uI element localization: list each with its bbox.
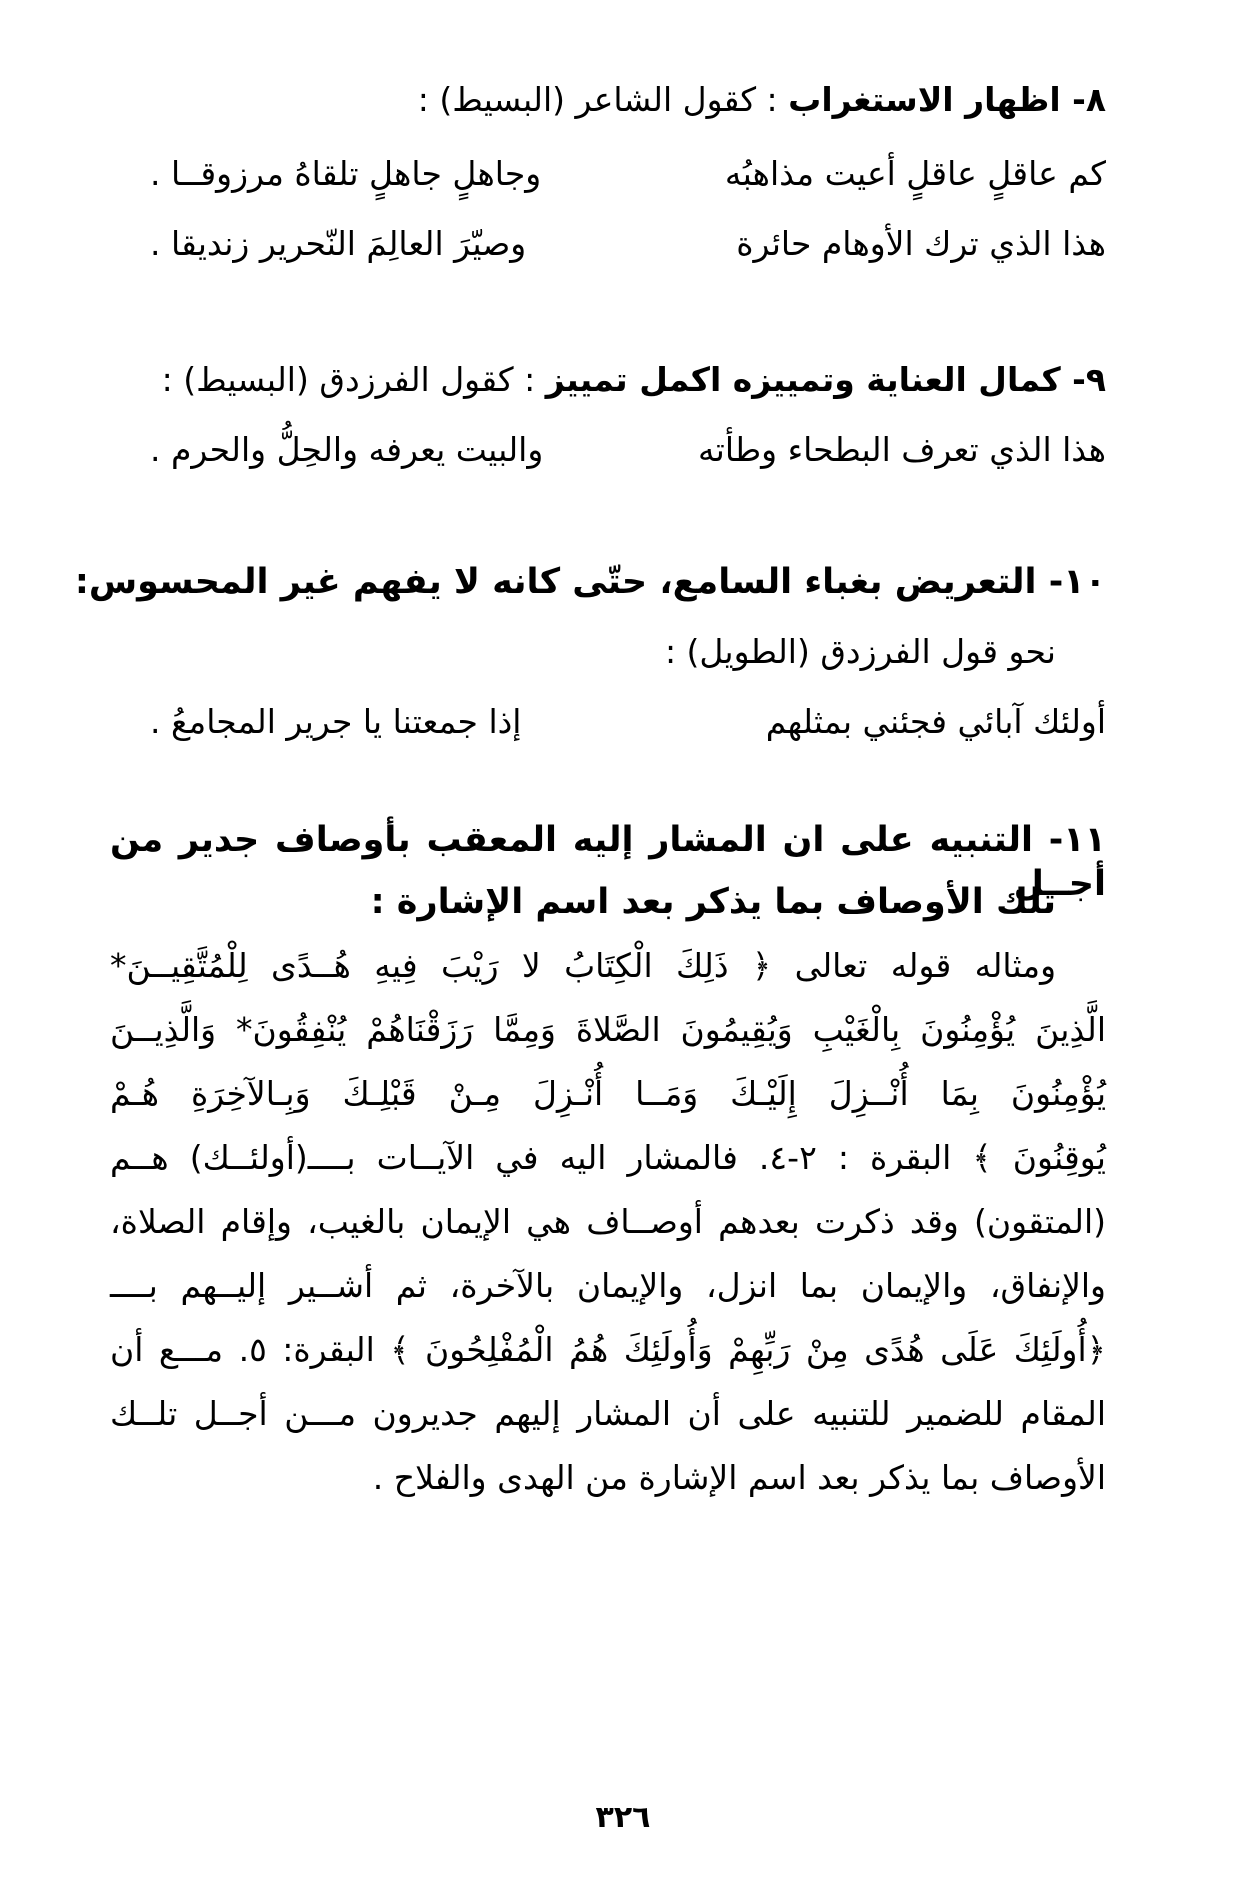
body-line: (المتقون) وقد ذكرت بعدهم أوصــاف هي الإيمان بالغيب، وإقام الصلاة، xyxy=(110,1202,1106,1241)
verse-line xyxy=(150,222,1106,266)
verse-first-hemistich: أولئك آبائي فجئني بمثلهم xyxy=(765,702,1106,741)
body-line: المقام للضمير للتنبيه على أن المشار إليهم جديرون مـــن أجــل تلــك xyxy=(110,1394,1106,1433)
body-line: ومثاله قوله تعالى ﴿ ذَلِكَ الْكِتَابُ لا رَيْبَ فِيهِ هُــدًى لِلْمُتَّقِيــنَ* xyxy=(110,946,1056,985)
verse-second-hemistich: والبيت يعرفه والحِلُّ والحرم . xyxy=(150,430,544,469)
section-10-intro: نحو قول الفرزدق (الطويل) : xyxy=(664,632,1056,671)
body-line-last: الأوصاف بما يذكر بعد اسم الإشارة من الهدى والفلاح . xyxy=(372,1458,1106,1497)
section-9-heading xyxy=(120,358,1106,402)
section-9-heading-rest: : كقول الفرزدق (البسيط) : xyxy=(161,360,546,399)
section-8-heading-rest: : كقول الشاعر (البسيط) : xyxy=(417,80,789,119)
page-number: ٣٢٦ xyxy=(595,1800,651,1835)
section-8-heading-lead: ٨- اظهار الاستغراب xyxy=(788,80,1106,119)
verse-line xyxy=(150,152,1106,196)
body-line: والإنفاق، والإيمان بما انزل، والإيمان بالآخرة، ثم أشــير إليــهم بــــ xyxy=(110,1266,1106,1305)
section-11-heading-line2: تلك الأوصاف بما يذكر بعد اسم الإشارة : xyxy=(370,882,1056,922)
section-9-heading-lead: ٩- كمال العناية وتمييزه اكمل تمييز xyxy=(545,360,1106,399)
verse-line xyxy=(150,428,1106,472)
verse-first-hemistich: هذا الذي تعرف البطحاء وطأته xyxy=(697,430,1106,469)
section-11-heading-line1: ١١- التنبيه على ان المشار إليه المعقب بأوصاف جدير من أجــل xyxy=(110,820,1106,904)
section-8-heading xyxy=(120,78,1106,122)
body-line: ﴿أُولَئِكَ عَلَى هُدًى مِنْ رَبِّهِمْ وَأُولَئِكَ هُمُ الْمُفْلِحُونَ ﴾ البقرة: ٥. مـــع أن xyxy=(110,1330,1106,1369)
verse-first-hemistich: كم عاقلٍ عاقلٍ أعيت مذاهبُه xyxy=(724,154,1106,193)
body-line: يُؤْمِنُونَ بِمَا أُنْــزِلَ إِلَيْـكَ وَمَــا أُنْـزِلَ مِـنْ قَبْلِـكَ وَبِـالآخِرَةِ هُـمْ xyxy=(110,1074,1106,1113)
body-line: الَّذِينَ يُؤْمِنُونَ بِالْغَيْبِ وَيُقِيمُونَ الصَّلاةَ وَمِمَّا رَزَقْنَاهُمْ يُنْفِقُونَ* وَالَّذِيــنَ xyxy=(110,1010,1106,1049)
verse-first-hemistich: هذا الذي ترك الأوهام حائرة xyxy=(736,224,1106,263)
verse-second-hemistich: وجاهلٍ جاهلٍ تلقاهُ مرزوقــا . xyxy=(150,154,542,193)
verse-second-hemistich: وصيّرَ العالِمَ النّحرير زنديقا . xyxy=(150,224,527,263)
verse-second-hemistich: إذا جمعتنا يا جرير المجامعُ . xyxy=(150,702,522,741)
verse-line xyxy=(150,700,1106,744)
section-10-heading: ١٠- التعريض بغباء السامع، حتّى كانه لا يفهم غير المحسوس: xyxy=(74,562,1106,602)
body-line: يُوقِنُونَ ﴾ البقرة : ٢-٤. فالمشار اليه في الآيــات بــــ(أولئــك) هــم xyxy=(110,1138,1106,1177)
